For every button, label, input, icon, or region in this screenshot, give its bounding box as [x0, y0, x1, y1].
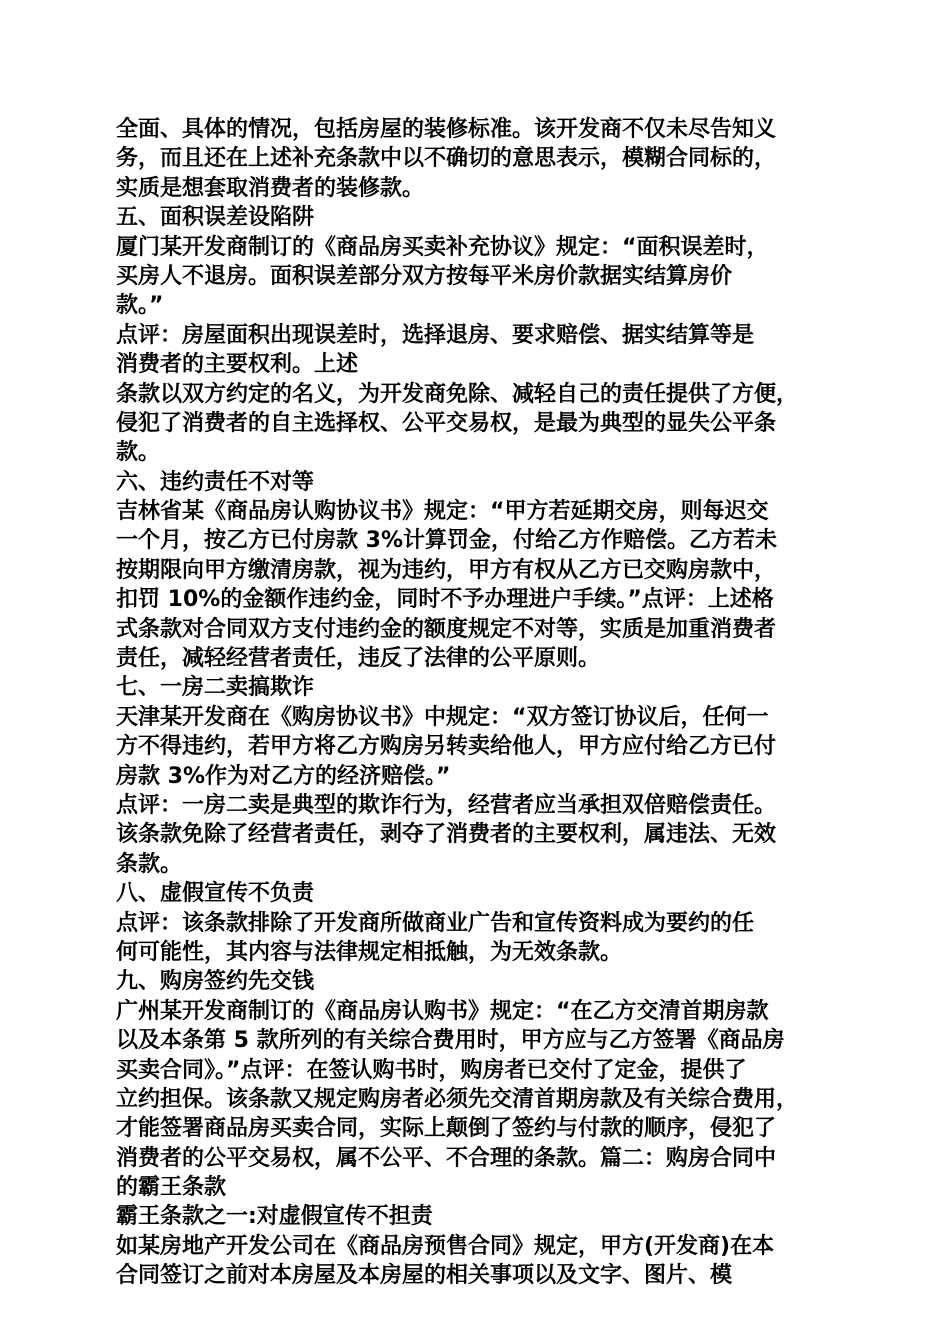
text-line: 天津某开发商在《购房协议书》中规定：“双方签订协议后，任何一 — [116, 704, 769, 730]
text-line: 的霸王条款 — [116, 1175, 227, 1201]
text-line: 以及本条第 5 款所列的有关综合费用时，甲方应与乙方签署《商品房 — [116, 1028, 785, 1054]
text-line: 立约担保。该条款又规定购房者必须先交清首期房款及有关综合费用， — [116, 1086, 799, 1112]
text-line: 条款以双方约定的名义，为开发商免除、减轻自己的责任提供了方便， — [116, 381, 799, 407]
text-line: 点评：房屋面积出现误差时，选择退房、要求赔偿、据实结算等是 — [116, 322, 755, 348]
text-line: 侵犯了消费者的自主选择权、公平交易权，是最为典型的显失公平条 — [116, 410, 777, 436]
section-heading: 六、违约责任不对等 — [116, 469, 315, 495]
section-heading: 五、面积误差设陷阱 — [116, 205, 315, 231]
text-line: 该条款免除了经营者责任，剥夺了消费者的主要权利，属违法、无效 — [116, 822, 777, 848]
text-line: 条款。 — [116, 851, 183, 877]
text-line: 吉林省某《商品房认购协议书》规定：“甲方若延期交房，则每迟交 — [116, 499, 769, 525]
text-line: 点评：该条款排除了开发商所做商业广告和宣传资料成为要约的任 — [116, 910, 755, 936]
text-line: 按期限向甲方缴清房款，视为违约，甲方有权从乙方已交购房款中， — [116, 557, 777, 583]
text-line: 广州某开发商制订的《商品房认购书》规定：“在乙方交清首期房款 — [116, 998, 769, 1024]
text-line: 消费者的公平交易权，属不公平、不合理的条款。篇二：购房合同中 — [116, 1145, 777, 1171]
text-line: 款。 — [116, 440, 161, 466]
text-line: 房款 3%作为对乙方的经济赔偿。” — [116, 763, 451, 789]
text-line: 方不得违约，若甲方将乙方购房另转卖给他人，甲方应付给乙方已付 — [116, 734, 777, 760]
document-body — [116, 115, 846, 1291]
text-line: 扣罚 10%的金额作违约金，同时不予办理进户手续。”点评：上述格 — [116, 587, 774, 613]
text-line: 如某房地产开发公司在《商品房预售合同》规定，甲方(开发商)在本 — [116, 1233, 775, 1259]
text-line: 责任，减轻经营者责任，违反了法律的公平原则。 — [116, 646, 601, 672]
text-line: 才能签署商品房买卖合同，实际上颠倒了签约与付款的顺序，侵犯了 — [116, 1116, 777, 1142]
text-line: 点评：一房二卖是典型的欺诈行为，经营者应当承担双倍赔偿责任。 — [116, 792, 777, 818]
text-line: 何可能性，其内容与法律规定相抵触，为无效条款。 — [116, 939, 623, 965]
text-line: 务，而且还在上述补充条款中以不确切的意思表示，模糊合同标的， — [116, 146, 777, 172]
text-line: 款。” — [116, 293, 164, 319]
section-heading: 霸王条款之一:对虚假宣传不担责 — [116, 1204, 433, 1230]
section-heading: 九、购房签约先交钱 — [116, 969, 315, 995]
text-line: 一个月，按乙方已付房款 3%计算罚金，付给乙方作赔偿。乙方若未 — [116, 528, 778, 554]
text-line: 厦门某开发商制订的《商品房买卖补充协议》规定：“面积误差时， — [116, 234, 769, 260]
text-line: 全面、具体的情况，包括房屋的装修标准。该开发商不仅未尽告知义 — [116, 117, 777, 142]
text-line: 式条款对合同双方支付违约金的额度规定不对等，实质是加重消费者 — [116, 616, 777, 642]
text-line: 买卖合同》。”点评：在签认购书时，购房者已交付了定金，提供了 — [116, 1057, 747, 1083]
text-line: 实质是想套取消费者的装修款。 — [116, 175, 425, 201]
text-line: 合同签订之前对本房屋及本房屋的相关事项以及文字、图片、模 — [116, 1263, 733, 1289]
section-heading: 七、一房二卖搞欺诈 — [116, 675, 315, 701]
text-line: 买房人不退房。面积误差部分双方按每平米房价款据实结算房价 — [116, 263, 733, 289]
text-line: 消费者的主要权利。上述 — [116, 352, 359, 378]
section-heading: 八、虚假宣传不负责 — [116, 881, 315, 907]
